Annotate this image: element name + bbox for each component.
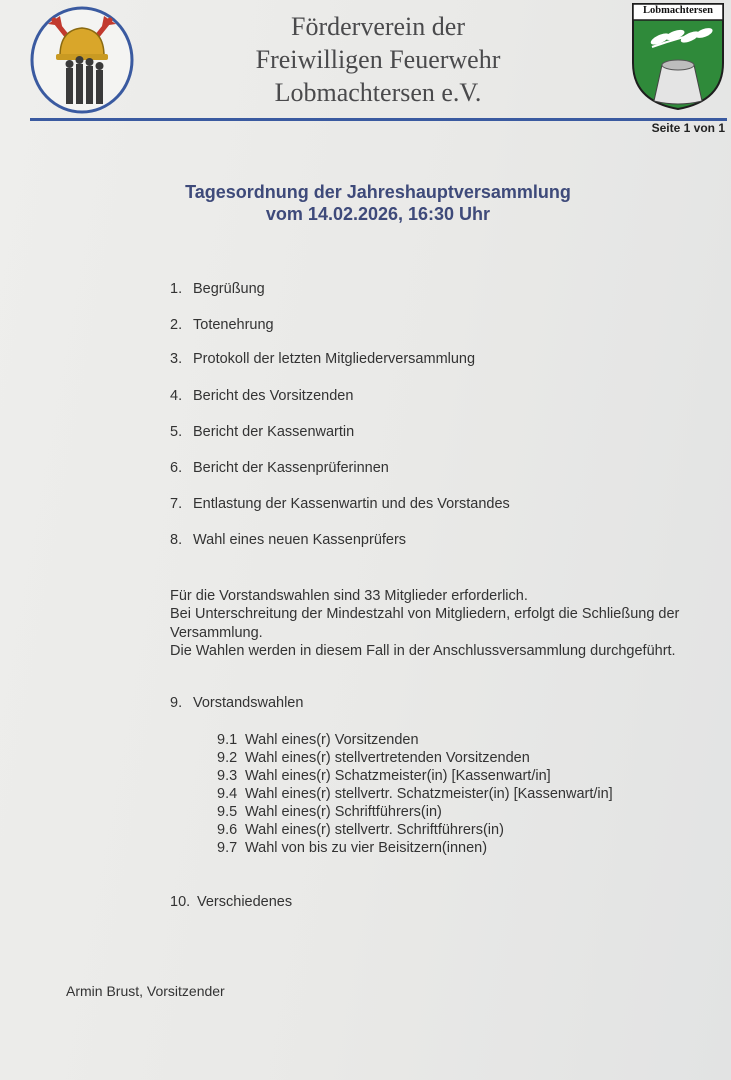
agenda-item-text: Protokoll der letzten Mitgliederversammlung bbox=[193, 351, 476, 367]
agenda-item-misc bbox=[170, 894, 292, 910]
election-subitem bbox=[217, 768, 551, 784]
agenda-item bbox=[170, 317, 274, 333]
agenda-item bbox=[170, 351, 475, 367]
page-title-line-1: Tagesordnung der Jahreshauptversammlung bbox=[185, 182, 571, 202]
election-subitem-text: Wahl eines(r) stellvertr. Schatzmeister(in) [Kassenwart/in] bbox=[245, 786, 613, 802]
election-subitem-number: 9.4 bbox=[217, 786, 238, 802]
agenda-item-number: 7. bbox=[170, 496, 183, 512]
election-subitem-number: 9.5 bbox=[217, 804, 238, 820]
quorum-note-line-1: Für die Vorstandswahlen sind 33 Mitglieder erforderlich. bbox=[170, 588, 528, 604]
agenda-item-text: Bericht des Vorsitzenden bbox=[193, 388, 354, 404]
agenda-item-text: Bericht der Kassenprüferinnen bbox=[193, 460, 389, 476]
election-subitem-number: 9.7 bbox=[217, 840, 238, 856]
election-subitem bbox=[217, 840, 487, 856]
agenda-item bbox=[170, 424, 354, 440]
agenda-item-number: 4. bbox=[170, 388, 183, 404]
agenda-item-number: 3. bbox=[170, 351, 183, 367]
election-subitem-number: 9.2 bbox=[217, 750, 238, 766]
quorum-note-line-3: Versammlung. bbox=[170, 625, 263, 641]
agenda-item bbox=[170, 281, 265, 297]
election-subitem bbox=[217, 750, 530, 766]
election-subitem-text: Wahl eines(r) Schatzmeister(in) [Kassenwart/in] bbox=[245, 768, 551, 784]
agenda-item-number: 5. bbox=[170, 424, 183, 440]
agenda-item bbox=[170, 532, 406, 548]
page-title-line-2: vom 14.02.2026, 16:30 Uhr bbox=[265, 204, 491, 224]
election-subitem-text: Wahl von bis zu vier Beisitzern(innen) bbox=[245, 840, 488, 856]
coat-of-arms bbox=[630, 1, 726, 111]
quorum-note-line-2: Bei Unterschreitung der Mindestzahl von Mitgliedern, erfolgt die Schließung der bbox=[170, 606, 680, 622]
agenda-item-number: 10. bbox=[170, 894, 191, 910]
election-subitem-number: 9.1 bbox=[217, 732, 238, 748]
coat-of-arms-icon bbox=[630, 1, 726, 111]
agenda-item-text: Vorstandswahlen bbox=[193, 695, 304, 711]
coat-of-arms-label: Lobmachtersen bbox=[643, 5, 713, 16]
org-name-line-1: Förderverein der bbox=[291, 12, 465, 41]
agenda-item-number: 1. bbox=[170, 281, 183, 297]
agenda-item-number: 9. bbox=[170, 695, 183, 711]
page-number: Seite 1 von 1 bbox=[651, 121, 725, 135]
agenda-item-text: Begrüßung bbox=[193, 281, 265, 297]
agenda-item bbox=[170, 460, 389, 476]
election-subitem-text: Wahl eines(r) stellvertretenden Vorsitzenden bbox=[245, 750, 530, 766]
agenda-item-text: Totenehrung bbox=[193, 317, 274, 333]
election-subitem-number: 9.6 bbox=[217, 822, 238, 838]
election-subitem bbox=[217, 786, 613, 802]
quorum-note-line-4: Die Wahlen werden in diesem Fall in der Anschlussversammlung durchgeführt. bbox=[170, 643, 676, 659]
fire-brigade-logo-icon bbox=[30, 6, 134, 114]
election-subitem-text: Wahl eines(r) Schriftführers(in) bbox=[245, 804, 442, 820]
election-subitem-text: Wahl eines(r) stellvertr. Schriftführers(in) bbox=[245, 822, 504, 838]
org-name-line-3: Lobmachtersen e.V. bbox=[274, 78, 482, 107]
header-divider bbox=[30, 118, 727, 121]
agenda-item-elections bbox=[170, 695, 303, 711]
agenda-item bbox=[170, 388, 353, 404]
agenda-item-text: Verschiedenes bbox=[197, 894, 293, 910]
election-subitem bbox=[217, 732, 419, 748]
signatory: Armin Brust, Vorsitzender bbox=[66, 983, 225, 999]
agenda-item-number: 8. bbox=[170, 532, 183, 548]
election-subitem-text: Wahl eines(r) Vorsitzenden bbox=[245, 732, 419, 748]
agenda-item-text: Bericht der Kassenwartin bbox=[193, 424, 355, 440]
election-subitem bbox=[217, 822, 504, 838]
agenda-item-text: Wahl eines neuen Kassenprüfers bbox=[193, 532, 407, 548]
election-subitem-number: 9.3 bbox=[217, 768, 238, 784]
agenda-item-number: 2. bbox=[170, 317, 183, 333]
org-name-line-2: Freiwilligen Feuerwehr bbox=[255, 45, 501, 74]
election-subitem bbox=[217, 804, 442, 820]
agenda-item-text: Entlastung der Kassenwartin und des Vorstandes bbox=[193, 496, 510, 512]
agenda-item bbox=[170, 496, 510, 512]
agenda-item-number: 6. bbox=[170, 460, 183, 476]
